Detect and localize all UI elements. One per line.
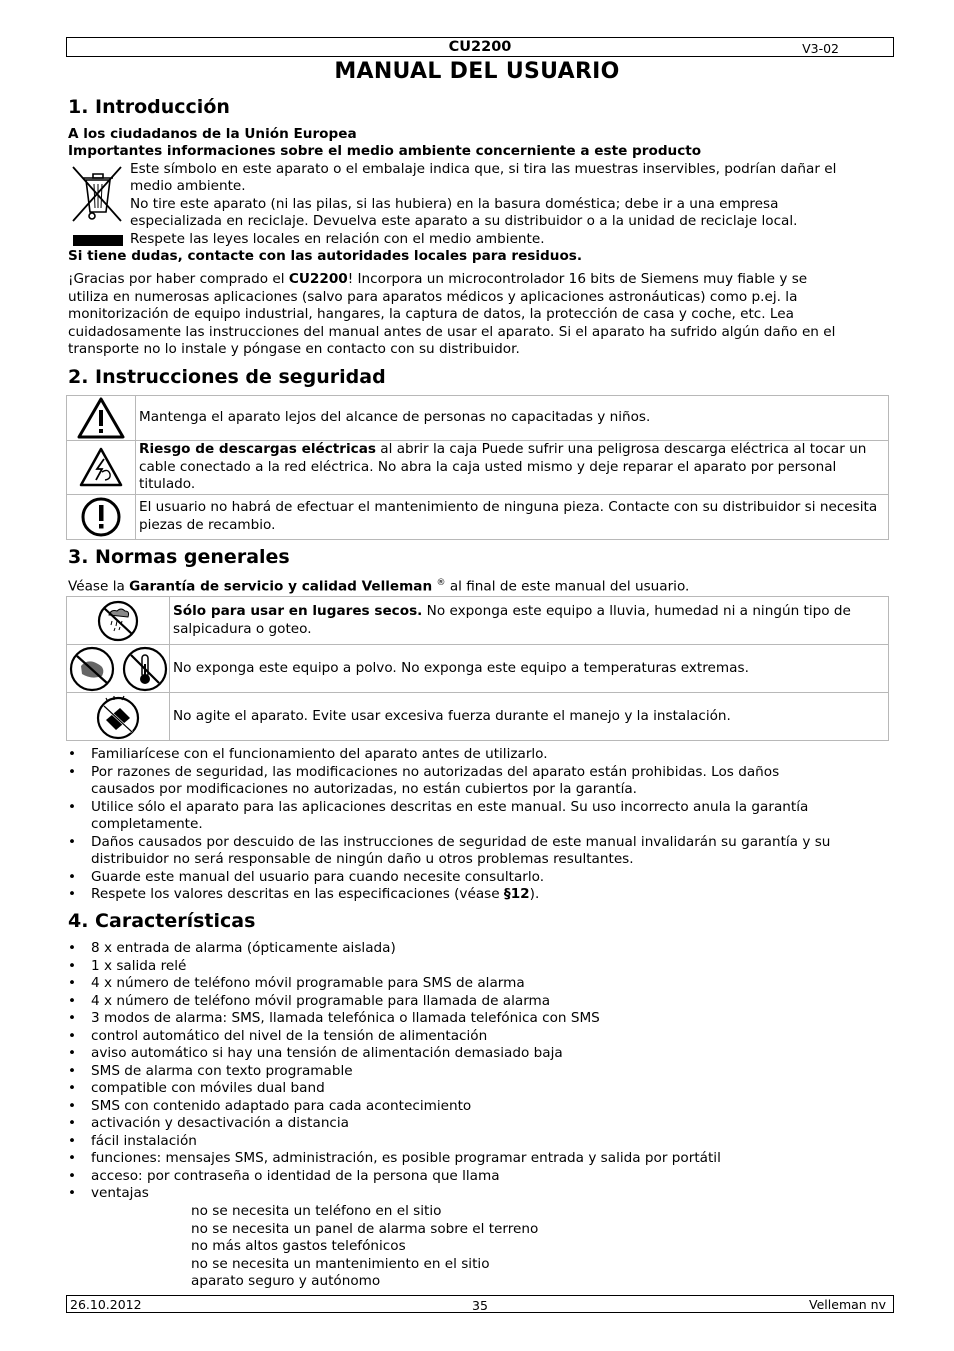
- list-item: • control automático del nivel de la tensión de alimentación: [68, 1028, 721, 1046]
- no-dust-icon: [68, 646, 116, 692]
- footer-company: Velleman nv: [809, 1297, 886, 1312]
- list-item: no se necesita un teléfono en el sitio: [191, 1203, 442, 1219]
- rule-icon-cell: [67, 645, 170, 693]
- general-rules-list: [68, 746, 830, 904]
- env-line-4: especializada en reciclaje. Devuelva este aparato a su distribuidor o a la unidad de reciclaje local.: [130, 213, 798, 229]
- general-rules-table: [66, 596, 889, 741]
- heading-normas: 3. Normas generales: [68, 546, 290, 568]
- safety-row: [67, 441, 889, 495]
- weee-bar-icon: [73, 235, 123, 246]
- list-item: • activación y desactivación a distancia: [68, 1115, 721, 1133]
- list-item: • SMS con contenido adaptado para cada acontecimiento: [68, 1098, 721, 1116]
- env-line-3: No tire este aparato (ni las pilas, si las hubiera) en la basura doméstica; debe ir a una empresa: [130, 196, 779, 212]
- safety-icon-cell: [67, 494, 136, 539]
- intro-line-1: ¡Gracias por haber comprado el CU2200! Incorpora un microcontrolador 16 bits de Siemens muy fiable y se: [68, 271, 808, 287]
- rule-row: [67, 645, 889, 693]
- no-temperature-icon: [122, 646, 168, 692]
- doubt-note: Si tiene dudas, contacte con las autoridades locales para residuos.: [68, 248, 583, 264]
- list-item: • funciones: mensajes SMS, administración, es posible programar entrada y salida por portátil: [68, 1150, 721, 1168]
- rule-text: Sólo para usar en lugares secos. No exponga este equipo a lluvia, humedad ni a ningún tipo de salpicadura o goteo.: [170, 597, 889, 645]
- list-item: • acceso: por contraseña o identidad de la persona que llama: [68, 1168, 721, 1186]
- eu-title: A los ciudadanos de la Unión Europea: [68, 126, 357, 142]
- list-item: • 8 x entrada de alarma (ópticamente aislada): [68, 940, 721, 958]
- crossed-bin-icon: [68, 164, 126, 224]
- header-model: CU2200: [448, 39, 512, 55]
- env-line-1: Este símbolo en este aparato o el embalaje indica que, si tira las muestras inservibles, podrían dañar el: [130, 161, 837, 177]
- safety-icon-cell: [67, 441, 136, 495]
- warning-triangle-icon: [76, 396, 126, 440]
- rule-row: [67, 693, 889, 741]
- heading-seguridad: 2. Instrucciones de seguridad: [68, 366, 386, 388]
- list-item: • Familiarícese con el funcionamiento del aparato antes de utilizarlo.: [68, 746, 830, 764]
- list-item: no se necesita un mantenimiento en el sitio: [191, 1255, 490, 1272]
- advantages-list: [191, 1203, 538, 1291]
- list-item: • aviso automático si hay una tensión de alimentación demasiado baja: [68, 1045, 721, 1063]
- rule-icon-cell: [67, 597, 170, 645]
- header-version: V3-02: [802, 41, 839, 56]
- footer-page-number: 35: [472, 1298, 488, 1313]
- electric-shock-icon: [78, 446, 124, 488]
- intro-line-2: utiliza en numerosas aplicaciones (salvo para aparatos médicos y aplicaciones astronáuticas) como p.ej. la: [68, 289, 798, 305]
- exclamation-circle-icon: [80, 496, 122, 538]
- safety-text: Mantenga el aparato lejos del alcance de personas no capacitadas y niños.: [136, 396, 889, 441]
- env-line-2: medio ambiente.: [130, 178, 246, 194]
- list-item: • Utilice sólo el aparato para las aplicaciones descritas en este manual. Su uso incorrecto anula la garantía completamente.: [68, 799, 830, 834]
- list-item: • SMS de alarma con texto programable: [68, 1063, 721, 1081]
- safety-text: El usuario no habrá de efectuar el mantenimiento de ninguna pieza. Contacte con su distribuidor si necesita piezas de recambio.: [136, 494, 889, 539]
- rule-text: No exponga este equipo a polvo. No exponga este equipo a temperaturas extremas.: [170, 645, 889, 693]
- heading-introduccion: 1. Introducción: [68, 96, 230, 118]
- no-rain-icon: [95, 599, 141, 643]
- list-item: • Guarde este manual del usuario para cuando necesite consultarlo.: [68, 869, 830, 887]
- list-item: • Por razones de seguridad, las modificaciones no autorizadas del aparato están prohibidas. Los daños causados por modificaciones no autorizadas, no están cubiertos por la garantía.: [68, 764, 830, 799]
- safety-row: [67, 494, 889, 539]
- safety-text: Riesgo de descargas eléctricas al abrir la caja Puede sufrir una peligrosa descarga eléctrica al tocar un cable conectado a la red eléctrica. No abra la caja usted mismo y deje reparar el aparato por personal titulado.: [136, 441, 889, 495]
- list-item: no se necesita un panel de alarma sobre el terreno: [191, 1220, 539, 1237]
- list-item: • ventajas: [68, 1185, 721, 1203]
- rule-row: [67, 597, 889, 645]
- list-item: • Daños causados por descuido de las instrucciones de seguridad de este manual invalidarán su garantía y su distribuidor no será responsable de ningún daño u otros problemas resultantes.: [68, 834, 830, 869]
- heading-caracteristicas: 4. Características: [68, 910, 256, 932]
- page-header: [66, 37, 894, 57]
- page-footer: [66, 1295, 894, 1313]
- list-item: • compatible con móviles dual band: [68, 1080, 721, 1098]
- eu-subtitle: Importantes informaciones sobre el medio ambiente concerniente a este producto: [68, 143, 702, 159]
- safety-row: [67, 396, 889, 441]
- features-list: [68, 940, 721, 1203]
- list-item: • 4 x número de teléfono móvil programable para llamada de alarma: [68, 993, 721, 1011]
- intro-line-5: transporte no lo instale y póngase en contacto con su distribuidor.: [68, 341, 520, 357]
- intro-line-3: monitorización de equipo industrial, hangares, la captura de datos, la protección de casa y coche, etc. Lea: [68, 306, 794, 322]
- intro-line-4: cuidadosamente las instrucciones del manual antes de usar el aparato. Si el aparato ha sufrido algún daño en el: [68, 324, 836, 340]
- safety-icon-cell: [67, 396, 136, 441]
- list-item: • 4 x número de teléfono móvil programable para SMS de alarma: [68, 975, 721, 993]
- footer-date: 26.10.2012: [70, 1297, 142, 1312]
- list-item: • 1 x salida relé: [68, 958, 721, 976]
- no-shaking-icon: [94, 694, 142, 740]
- page-title: MANUAL DEL USUARIO: [334, 59, 620, 84]
- list-item: • fácil instalación: [68, 1133, 721, 1151]
- env-line-5: Respete las leyes locales en relación con el medio ambiente.: [130, 231, 545, 247]
- warranty-note: Véase la Garantía de servicio y calidad Velleman ® al final de este manual del usuario.: [68, 578, 690, 595]
- safety-table: [66, 395, 889, 540]
- list-item: • 3 modos de alarma: SMS, llamada telefónica o llamada telefónica con SMS: [68, 1010, 721, 1028]
- rule-icon-cell: [67, 693, 170, 741]
- list-item: no más altos gastos telefónicos: [191, 1238, 406, 1254]
- list-item: aparato seguro y autónomo: [191, 1273, 381, 1289]
- list-item: • Respete los valores descritas en las especificaciones (véase §12).: [68, 886, 830, 904]
- rule-text: No agite el aparato. Evite usar excesiva fuerza durante el manejo y la instalación.: [170, 693, 889, 741]
